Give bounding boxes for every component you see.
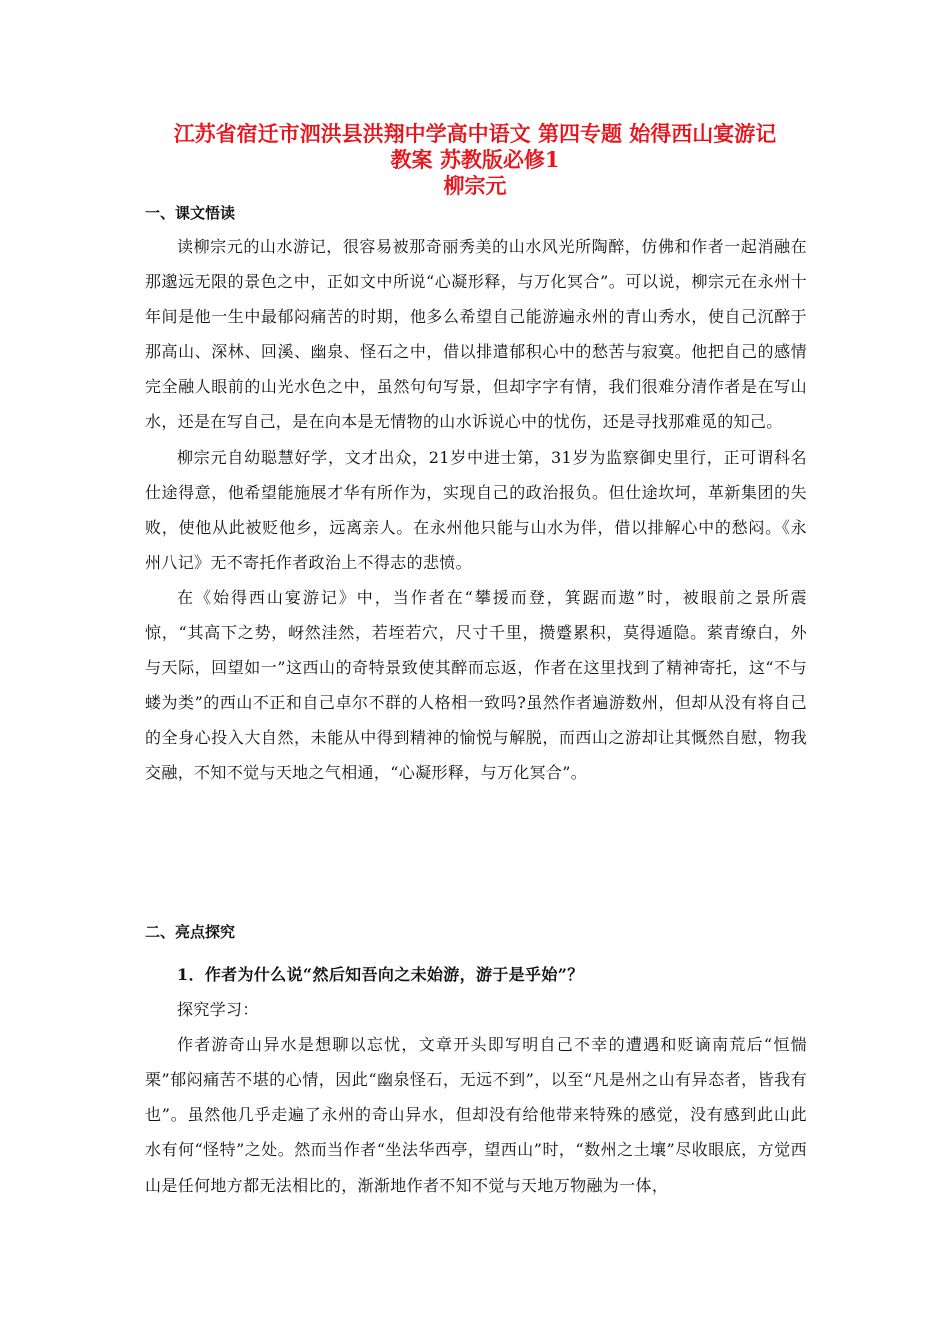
section-reading-body xyxy=(145,229,807,791)
section-heading-reading: 一、课文悟读 xyxy=(145,204,236,222)
title-author: 柳宗元 xyxy=(443,173,507,198)
paragraph: 作者游奇山异水是想聊以忘忧，文章开头即写明自己不幸的遭遇和贬谪南荒后“恒惴栗”郁闷痛苦不堪的心情，因此“幽泉怪石，无远不到”，以至“凡是州之山有异态者，皆我有也”。虽然他几乎走遍了永州的奇山异水，但却没有给他带来特殊的感觉，没有感到此山此水有何“怪特”之处。然而当作者“坐法华西亭，望西山”时，“数州之土壤”尽收眼底，方觉西山是任何地方都无法相比的，渐渐地作者不知不觉与天地万物融为一体， xyxy=(145,1035,807,1195)
title-line-2: 教案 苏教版必修1 xyxy=(390,147,560,172)
question-heading: 1．作者为什么说“然后知吾向之未始游，游于是乎始”？ xyxy=(177,965,584,984)
section-explore-body xyxy=(145,957,807,1203)
paragraph: 柳宗元自幼聪慧好学，文才出众，21岁中进士第，31岁为监察御史里行，正可谓科名仕途得意，他希望能施展才华有所作为，实现自己的政治报负。但仕途坎坷，革新集团的失败，使他从此被贬他乡，远离亲人。在永州他只能与山水为伴，借以排解心中的愁闷。《永州八记》无不寄托作者政治上不得志的悲愤。 xyxy=(145,447,807,572)
document-title xyxy=(0,121,950,199)
paragraph: 读柳宗元的山水游记，很容易被那奇丽秀美的山水风光所陶醉，仿佛和作者一起消融在那邈远无限的景色之中，正如文中所说“心凝形释，与万化冥合”。可以说，柳宗元在永州十年间是他一生中最郁闷痛苦的时期，他多么希望自己能游遍永州的青山秀水，使自己沉醉于那高山、深林、回溪、幽泉、怪石之中，借以排遣郁积心中的愁苦与寂寞。他把自己的感情完全融人眼前的山光水色之中，虽然句句写景，但却字字有情，我们很难分清作者是在写山水，还是在写自己，是在向本是无情物的山水诉说心中的忧伤，还是寻找那难觅的知己。 xyxy=(145,237,807,432)
title-line-1: 江苏省宿迁市泗洪县洪翔中学高中语文 第四专题 始得西山宴游记 xyxy=(173,121,777,146)
section-heading-explore: 二、亮点探究 xyxy=(145,923,236,941)
paragraph: 在《始得西山宴游记》中，当作者在“攀援而登，箕踞而遨”时，被眼前之景所震惊，“其高下之势，岈然洼然，若垤若穴，尺寸千里，攒蹙累积，莫得遁隐。萦青缭白，外与天际，回望如一”这西山的奇特景致使其醉而忘返，作者在这里找到了精神寄托，这“不与蝼为类”的西山不正和自己卓尔不群的人格相一致吗?虽然作者遍游数州，但却从没有将自己的全身心投入大自然，未能从中得到精神的愉悦与解脱，而西山之游却让其慨然自慰，物我交融，不知不觉与天地之气相通，“心凝形释，与万化冥合”。 xyxy=(145,587,807,783)
study-label: 探究学习： xyxy=(177,1000,259,1020)
